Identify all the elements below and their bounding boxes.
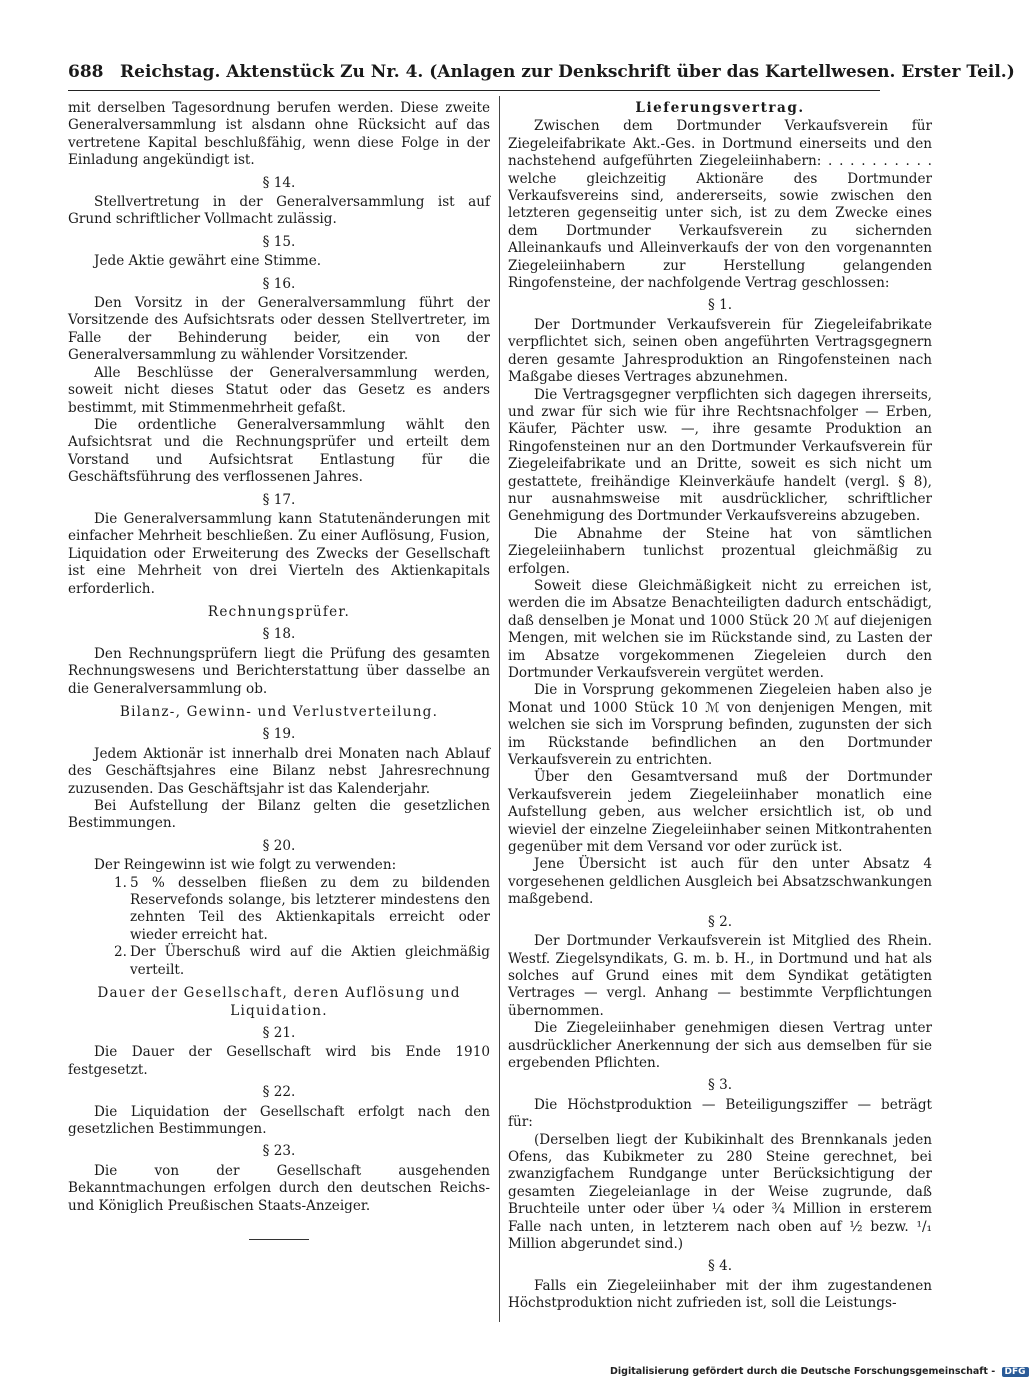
paragraph: (Derselben liegt der Kubikinhalt des Brennkanals jeden Ofens, das Kubikmeter zu 280 Steine gerechnet, bei zwanzigfachem Rundgange unter Berücksichtigung der gesamten Ziegeleianlage in der Weise zugrunde, daß Bruchteile unter oder über ¼ oder ¾ Million in ersterem Falle nach unten, in letzterem nach oben auf ½ bezw. ¹/₁ Million abgerundet sind.) (508, 1131, 932, 1252)
credit-text: Digitalisierung gefördert durch die Deutsche Forschungsgemeinschaft - (610, 1366, 996, 1377)
dfg-logo: DFG (1002, 1367, 1029, 1377)
paragraph: Die Höchstproduktion — Beteiligungsziffer — beträgt für: (508, 1096, 932, 1131)
list-item-text: 5 % desselben fließen zu dem zu bildenden Reservefonds solange, bis letzterer mindestens den zehnten Teil des Aktienkapitals erreicht oder wieder erreicht hat. (130, 874, 490, 943)
page-number: 688 (68, 62, 104, 82)
paragraph: mit derselben Tagesordnung berufen werden. Diese zweite Generalversammlung ist alsdann ohne Rücksicht auf das vertretene Kapital beschlußfähig, wenn diese Folge in der Einladung angekündigt ist. (68, 100, 490, 169)
section-number: § 4. (707, 1258, 733, 1275)
paragraph: Der Reingewinn ist wie folgt zu verwenden: (94, 857, 397, 874)
paragraph: Über den Gesamtversand muß der Dortmunder Verkaufsverein jedem Ziegeleiinhaber monatlich eine Aufstellung geben, aus welcher ersichtlich ist, ob und wieviel der einzelne Ziegeleiinhaber seinen Mitkontrahenten gegenüber mit dem Versand vor oder zurück ist. (508, 769, 932, 856)
paragraph: Die Ziegeleiinhaber genehmigen diesen Vertrag unter ausdrücklicher Anerkennung der sich aus demselben für sie ergebenden Pflichten. (508, 1020, 932, 1071)
column-divider (499, 96, 500, 1322)
left-column (68, 100, 490, 1240)
paragraph: Die Liquidation der Gesellschaft erfolgt nach den gesetzlichen Bestimmungen. (68, 1103, 490, 1137)
paragraph: Jene Übersicht ist auch für den unter Absatz 4 vorgesehenen geldlichen Ausgleich bei Absatzschwankungen maßgebend. (508, 856, 932, 908)
end-rule (249, 1239, 309, 1240)
list-item (68, 875, 490, 945)
section-number: § 18. (262, 626, 296, 643)
paragraph: Stellvertretung in der Generalversammlung ist auf Grund schriftlicher Vollmacht zulässig. (68, 194, 490, 228)
paragraph: Soweit diese Gleichmäßigkeit nicht zu erreichen ist, werden die im Absatze Benachteiligten dadurch entschädigt, daß denselben je Monat und 1000 Stück 20 ℳ auf diejenigen Mengen, mit welchen sie im Rückstande sind, zu Lasten der im Absatze vorgekommenen Ziegeleien durch den Dortmunder Verkaufsverein vergütet werden. (508, 577, 932, 681)
section-heading: Rechnungsprüfer. (207, 603, 351, 620)
section-number: § 22. (262, 1084, 296, 1101)
paragraph: Die Dauer der Gesellschaft wird bis Ende 1910 festgesetzt. (68, 1044, 490, 1078)
paragraph: Falls ein Ziegeleiinhaber mit der ihm zugestandenen Höchstproduktion nicht zufrieden ist, soll die Leistungs- (508, 1277, 932, 1312)
paragraph: Alle Beschlüsse der Generalversammlung werden, soweit nicht dieses Statut oder das Gesetz es anders bestimmt, mit Stimmenmehrheit gefaßt. (68, 364, 490, 416)
paragraph: Den Rechnungsprüfern liegt die Prüfung des gesamten Rechnungswesens und Berichterstattung über dasselbe an die Generalversammlung ob. (68, 645, 490, 697)
list-item-text: Der Überschuß wird auf die Aktien gleichmäßig verteilt. (130, 944, 490, 978)
profit-distribution-list (68, 875, 490, 979)
paragraph: Bei Aufstellung der Bilanz gelten die gesetzlichen Bestimmungen. (68, 798, 490, 832)
paragraph: Den Vorsitz in der Generalversammlung führt der Vorsitzende des Aufsichtsrats oder dessen Stellvertreter, im Falle der Behinderung beider, ein von der Generalversammlung zu wählender Vorsitzender. (68, 295, 490, 364)
paragraph: Der Dortmunder Verkaufsverein für Ziegeleifabrikate verpflichtet sich, seinen oben angeführten Vertragsgegnern deren gesamte Jahresproduktion an Ringofensteinen nach Maßgabe dieses Vertrages abzunehmen. (508, 316, 932, 386)
paragraph: Jede Aktie gewährt eine Stimme. (94, 253, 322, 270)
section-number: § 21. (262, 1024, 296, 1041)
running-title: Reichstag. Aktenstück Zu Nr. 4. (Anlagen zur Denkschrift über das Kartellwesen. Erster Teil.) (120, 62, 1015, 82)
section-heading: Bilanz-, Gewinn- und Verlustverteilung. (119, 704, 439, 720)
paragraph: Die Generalversammlung kann Statutenänderungen mit einfacher Mehrheit beschließen. Zu einer Auflösung, Fusion, Liquidation oder Erweiterung des Zwecks der Gesellschaft ist eine Mehrheit von drei Vierteln des Aktienkapitals erforderlich. (68, 510, 490, 597)
section-number: § 2. (707, 913, 733, 930)
section-number: § 1. (707, 297, 733, 314)
paragraph: Die Vertragsgegner verpflichten sich dagegen ihrerseits, und zwar für sich wie für ihre Rechtsnachfolger — Erben, Käufer, Pächter usw. —, ihre gesamte Produktion an Ringofensteinen nur an den Dortmunder Verkaufsverein für Ziegeleifabrikate und an Dritte, soweit es sich nicht um gestattete, freihändige Kleinverkäufe handelt (vergl. § 8), nur ausnahmsweise mit ausdrücklicher, schriftlicher Genehmigung des Dortmunder Verkaufsvereins abzugeben. (508, 386, 932, 525)
list-number: 2. (114, 944, 127, 961)
section-number: § 17. (262, 491, 296, 508)
paragraph: Die ordentliche Generalversammlung wählt den Aufsichtsrat und die Rechnungsprüfer und erteilt dem Vorstand und Aufsichtsrat Entlastung für die Geschäftsführung des verflossenen Jahres. (68, 416, 490, 486)
section-number: § 3. (707, 1077, 733, 1094)
page-header (68, 62, 1015, 86)
list-number: 1. (114, 874, 127, 891)
paragraph: Jedem Aktionär ist innerhalb drei Monaten nach Ablauf des Geschäftsjahres eine Bilanz nebst Jahresrechnung zuzusenden. Das Geschäftsjahr ist das Kalenderjahr. (68, 745, 490, 797)
section-number: § 20. (262, 837, 296, 854)
paragraph: Die Abnahme der Steine hat von sämtlichen Ziegeleiinhabern tunlichst prozentual gleichmäßig zu erfolgen. (508, 525, 932, 577)
section-heading: Dauer der Gesellschaft, deren Auflösung und Liquidation. (97, 985, 461, 1019)
section-number: § 19. (262, 726, 296, 743)
section-number: § 23. (262, 1143, 296, 1160)
paragraph: Der Dortmunder Verkaufsverein ist Mitglied des Rhein. Westf. Ziegelsyndikats, G. m. b. H., in Dortmund und hat als solches auf Grund eines mit dem Syndikat getätigten Vertrages — vergl. Anhang — bestimmte Verpflichtungen übernommen. (508, 933, 932, 1019)
paragraph: Zwischen dem Dortmunder Verkaufsverein für Ziegeleifabrikate Akt.-Ges. in Dortmund einerseits und den nachstehend aufgeführten Ziegeleiinhabern: . . . . . . . . . . welche gleichzeitig Aktionäre des Dortmunder Verkaufsvereins sind, andererseits, sowie zwischen den letzteren gegenseitig unter sich, ist zu dem Zwecke eines dem Dortmunder Verkaufsverein zu sichernden Alleinankaufs und Alleinverkaufs der von den vorgenannten Ziegeleiinhabern zur Herstellung gelangenden Ringofensteine, der nachfolgende Vertrag geschlossen: (508, 118, 932, 292)
right-column (508, 100, 932, 1313)
list-item (68, 944, 490, 979)
section-number: § 15. (262, 233, 296, 250)
paragraph: Die von der Gesellschaft ausgehenden Bekanntmachungen erfolgen durch den deutschen Reichs- und Königlich Preußischen Staats-Anzeiger. (68, 1162, 490, 1214)
section-number: § 14. (262, 174, 296, 191)
contract-title: Lieferungsvertrag. (635, 100, 805, 116)
section-number: § 16. (262, 275, 296, 292)
paragraph: Die in Vorsprung gekommenen Ziegeleien haben also je Monat und 1000 Stück 10 ℳ von denjenigen Mengen, mit welchen sie sich im Vorsprung befinden, zugunsten der sich im Rückstande befindlichen an den Dortmunder Verkaufsverein zu entrichten. (508, 682, 932, 769)
header-rule (68, 90, 880, 91)
digitization-credit (610, 1366, 1029, 1377)
